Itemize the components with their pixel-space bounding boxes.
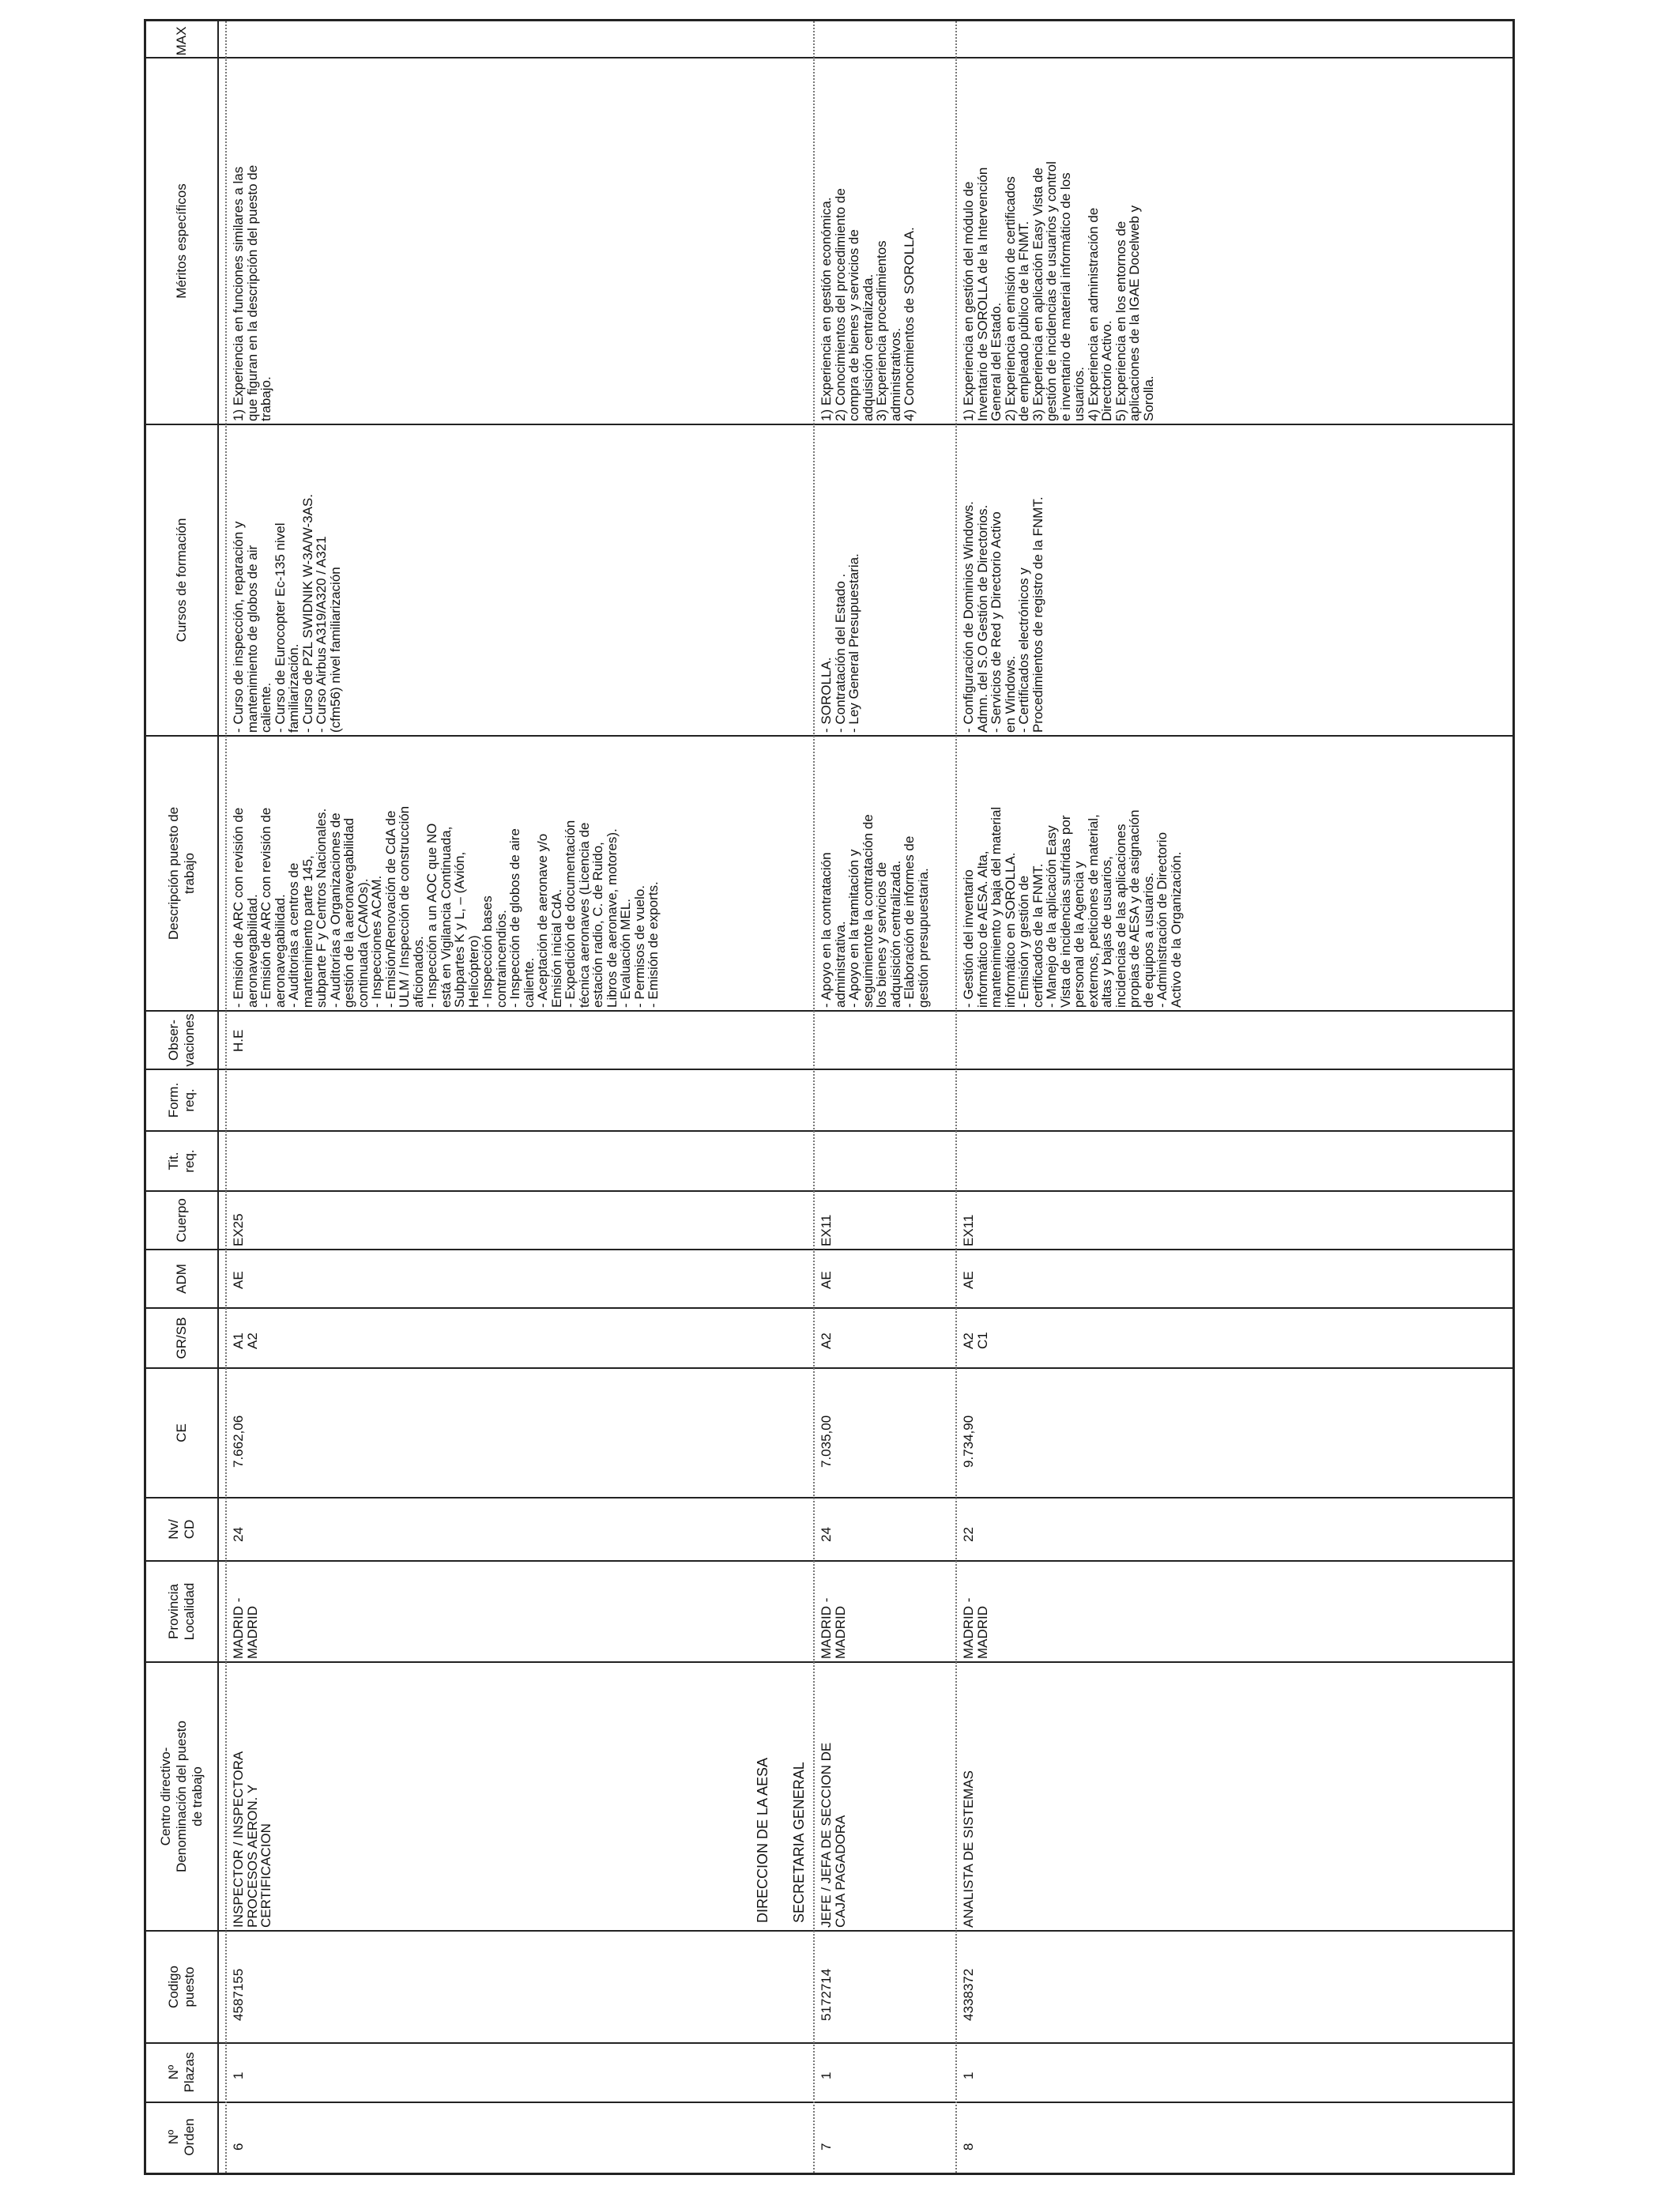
header-plazas: Nº Plazas — [166, 2052, 197, 2093]
row7-codigo: 5172714 — [819, 1968, 834, 2021]
row8-provincia: MADRID - MADRID — [961, 1597, 990, 1659]
row8-cursos: - Configuración de Dominios Windows. Admn. del S.O Gestión de Directorios. - Servicios de Red y Directorio Activo en Windows. - Certificados electrónicos y Procedimientos de registro de la FNMT. — [961, 496, 1045, 733]
row8-cuerpo: EX11 — [961, 1214, 976, 1246]
row8-descripcion: - Gestión del inventario informático de AESA. Alta, mantenimiento y baja del material informático en SOROLLA. - Emisión y gestión de certificados de la FNMT. - Manejo de la aplicación Easy Vista de incidencias sufridas por personal de la Agencia y externos, peticiones de material, altas y bajas de usuarios, incidencias de las aplicaciones propias de AESA y de asignación de equipos a usuarios. - Administración de Directorio Activo de la Organización. — [961, 806, 1184, 1008]
section-direccion: DIRECCION DE LA AESA — [755, 1757, 770, 1923]
row-separator — [813, 21, 815, 2173]
header-centro: Centro directivo- Denominación del puesto de trabajo — [158, 1721, 205, 1872]
row6-adm: AE — [231, 1271, 246, 1289]
header-nivel: Nv/ CD — [166, 1519, 197, 1540]
header-bottom-border — [217, 21, 219, 2173]
row8-nivel: 22 — [961, 1527, 976, 1542]
row-separator — [955, 21, 957, 2173]
section-secretaria: SECRETARIA GENERAL — [791, 1762, 807, 1923]
row6-orden: 6 — [231, 2143, 246, 2151]
row7-meritos: 1) Experiencia en gestión económica. 2) Conocimientos del procedimiento de compra de bienes y servicios de adquisición centralizada. 3) Experiencia procedimientos administrativos. 4) Conocimientos de SOROLLA. — [819, 188, 917, 421]
row7-nivel: 24 — [819, 1527, 834, 1542]
row7-provincia: MADRID - MADRID — [819, 1597, 848, 1659]
row-separator — [225, 21, 227, 2173]
header-provincia: Provincia Localidad — [166, 1582, 197, 1641]
row7-ce: 7.035,00 — [819, 1415, 834, 1468]
header-max: MAX — [174, 26, 189, 56]
row6-grsb: A1 A2 — [231, 1333, 260, 1349]
row6-nivel: 24 — [231, 1527, 246, 1542]
row7-plazas: 1 — [819, 2071, 834, 2079]
header-tit: Tit. req. — [166, 1149, 197, 1173]
row6-meritos: 1) Experiencia en funciones similares a las que figuran en la descripción del puesto de trabajo. — [231, 164, 273, 421]
col-divider — [146, 1130, 1512, 1132]
row7-grsb: A2 — [819, 1333, 834, 1349]
row6-plazas: 1 — [231, 2071, 246, 2079]
row6-codigo: 4587155 — [231, 1968, 246, 2021]
row6-obs: H.E — [231, 1029, 246, 1052]
header-obs: Obser- vaciones — [166, 1013, 197, 1067]
row6-denominacion: INSPECTOR / INSPECTORA PROCESOS AERON. Y CERTIFICACION — [231, 1751, 273, 1928]
header-adm: ADM — [174, 1264, 189, 1294]
row8-denominacion: ANALISTA DE SISTEMAS — [961, 1770, 976, 1928]
row6-cuerpo: EX25 — [231, 1213, 246, 1246]
row8-adm: AE — [961, 1271, 976, 1289]
positions-table — [144, 19, 1515, 2175]
header-codigo: Codigo puesto — [166, 1966, 197, 2008]
col-divider — [146, 1069, 1512, 1070]
row6-cursos: - Curso de inspección, reparación y mantenimiento de globos de air caliente. - Curso de Eurocopter Ec-135 nivel familiarización. - Curso de PZL SWIDNIK W-3A/W-3AS. - Curso Airbus A319/A320 / A321 (cfm56) nivel familiarización — [231, 494, 343, 733]
header-meritos: Méritos específicos — [174, 183, 189, 299]
header-cuerpo: Cuerpo — [174, 1198, 189, 1242]
row6-provincia: MADRID - MADRID — [231, 1597, 260, 1659]
header-orden: Nº Orden — [166, 2118, 197, 2156]
row7-orden: 7 — [819, 2143, 834, 2151]
header-descripcion: Descripción puesto de trabajo — [166, 806, 197, 941]
row8-meritos: 1) Experiencia en gestión del módulo de Inventario de SOROLLA de la Intervención General del Estado. 2) Experiencia en emisión de certificados de empleado público de la FNMT. 3) Experiencia en aplicación Easy Vista de gestión de incidencias de usuarios y control e inventario de material informático de los usuarios. 4) Experiencia en administración de Directorio Activo. 5) Experiencia en los entornos de aplicaciones de la IGAE Docelweb y Sorolla. — [961, 161, 1156, 421]
row7-denominacion: JEFE / JEFA DE SECCION DE CAJA PAGADORA — [819, 1742, 848, 1928]
header-form: Form. req. — [166, 1082, 197, 1118]
header-grsb: GR/SB — [174, 1317, 189, 1359]
header-ce: CE — [174, 1423, 189, 1442]
row6-descripcion: - Emisión de ARC con revisión de aeronavegabilidad. - Emisión de ARC con revisión de aeronavegabilidad. - Auditorias a centros de mantenimiento parte 145, subparte F y Centros Nacionales. - Auditorías a Organizaciones de gestión de la aeronavegabilidad continuada (CAMOs). - Inspecciones ACAM. - Emisión/Renovación de CdA de ULM / Inspección de construcción aficionados. - Inspección a un AOC que NO está en Vigilancia Continuada, Subpartes K y L, – (Avión, Helicóptero) - Inspección bases contraincendios. - Inspección de globos de aire caliente. - Aceptación de aeronave y/o Emisión inicial CdA. - Expedición de documentación técnica aeronaves (Licencia de estación radio, C. de Ruido, Libros de aeronave, motores). - Evaluación MEL. - Permisos de vuelo. - Emisión de exports. — [231, 805, 661, 1008]
row7-cuerpo: EX11 — [819, 1214, 834, 1246]
row8-grsb: A2 C1 — [961, 1332, 990, 1349]
row7-descripcion: - Apoyo en la contratación administrativa. - Apoyo en la tramitación y seguimientote la contratación de los bienes y servicios de adquisición centralizada. - Elaboración de informes de gestión presupuestaria. — [819, 814, 931, 1008]
row8-orden: 8 — [961, 2143, 976, 2151]
row8-plazas: 1 — [961, 2071, 976, 2079]
row6-ce: 7.662,06 — [231, 1415, 246, 1468]
row7-adm: AE — [819, 1271, 834, 1289]
header-cursos: Cursos de formación — [174, 518, 189, 643]
row7-cursos: - SOROLLA. - Contratación del Estado . - Ley General Presupuestaria. — [819, 553, 861, 733]
row8-ce: 9.734,90 — [961, 1415, 976, 1468]
row8-codigo: 4338372 — [961, 1968, 976, 2021]
